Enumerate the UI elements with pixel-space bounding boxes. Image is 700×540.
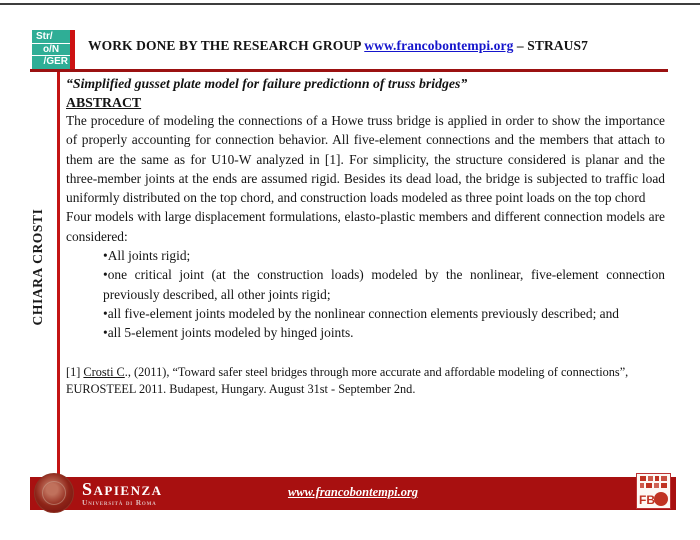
abstract-heading: ABSTRACT — [66, 95, 142, 110]
sapienza-name: Sapienza — [82, 479, 163, 499]
top-frame-line — [0, 3, 700, 5]
footer-bar — [30, 477, 676, 510]
bullet-list — [66, 246, 665, 342]
slide-title: “Simplified gusset plate model for failure predictionn of truss bridges” — [66, 76, 468, 91]
abstract-paragraph-2: Four models with large displacement formulations, elasto-plastic members and different connection models are considered: — [66, 209, 665, 244]
sapienza-emblem-icon — [34, 473, 74, 513]
sapienza-wordmark — [82, 480, 163, 507]
reference-rest: ., (2011), “Toward safer steel bridges through more accurate and affordable modeling of connections”, EUROSTEEL 2011. Budapest, Hungary. August 31st - September 2nd. — [66, 364, 629, 396]
abstract-paragraph-1: The procedure of modeling the connections of a Howe truss bridge is applied in order to show the importance of properly accounting for connection behavior. All five-element connections and the members that attach to them are the same as for U10-W analyzed in [1]. For simplicity, the structure considered is planar and the three-member joints at the ends are assumed rigid. Besides its dead load, the bridge is subjected to traffic load uniformly distributed on the top chord, and construction loads modeled as three point loads on the top chord — [66, 113, 665, 206]
fb-stamp-text: FB — [639, 493, 655, 507]
header-red-bar — [70, 30, 75, 72]
stronger-logo-line: /GER — [43, 56, 68, 67]
fb-stamp-logo-icon — [637, 474, 670, 508]
reference-prefix: [1] — [66, 364, 84, 379]
bullet-item: •all five-element joints modeled by the nonlinear connection elements previously described; and — [103, 305, 619, 321]
header-title — [88, 38, 673, 54]
author-vertical-label: CHIARA CROSTI — [30, 208, 45, 326]
slide-content — [57, 72, 668, 477]
header-website-link[interactable]: www.francobontempi.org — [364, 38, 514, 53]
header-title-suffix: – STRAUS7 — [513, 38, 588, 53]
footer-website-link[interactable]: www.francobontempi.org — [287, 485, 419, 499]
reference-author: Crosti C — [83, 364, 125, 379]
stronger-logo-line: o/N — [32, 44, 70, 57]
bullet-item: •All joints rigid; — [103, 248, 191, 264]
stronger-logo-line: Str/ — [32, 31, 70, 44]
sapienza-subtitle: Università di Roma — [82, 498, 157, 507]
bullet-item: •one critical joint (at the construction loads) modeled by the nonlinear, five-element connection previously described, all other joints rigid; — [103, 267, 665, 302]
stronger-logo-icon — [32, 30, 70, 71]
reference-text — [66, 364, 665, 398]
header-title-prefix: WORK DONE BY THE RESEARCH GROUP — [88, 38, 365, 53]
bullet-item: •all 5-element joints modeled by hinged joints. — [103, 325, 354, 341]
